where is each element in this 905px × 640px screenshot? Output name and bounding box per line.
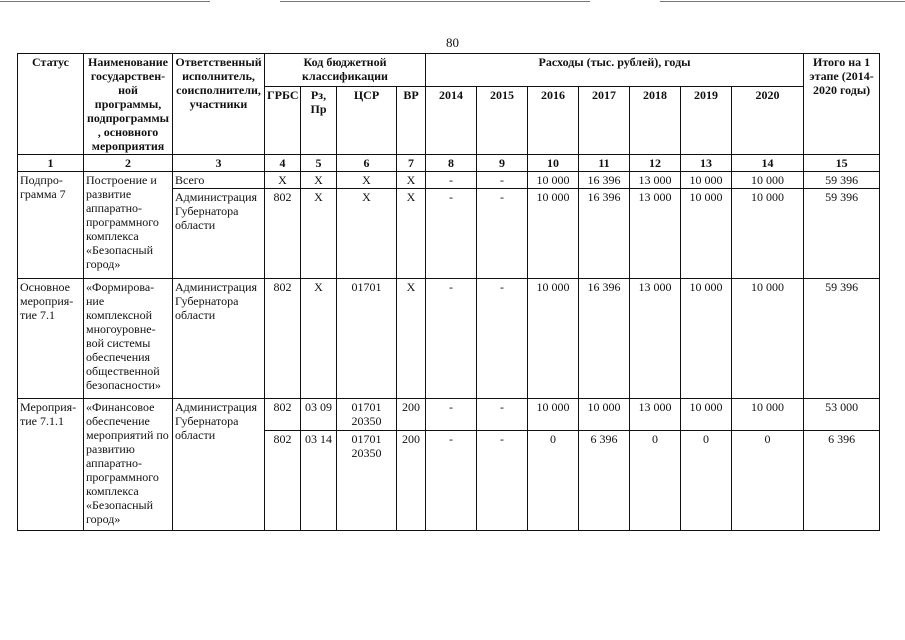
value-2016: 10 000 — [528, 279, 579, 399]
vr-cell: Х — [397, 189, 426, 279]
scan-top-edge — [0, 0, 905, 3]
header-year-2020: 2020 — [732, 87, 804, 155]
program-budget-table — [17, 53, 880, 531]
vr-cell: Х — [397, 279, 426, 399]
header-name: Наименование государствен-ной программы, подпрограммы, основного мероприятия — [84, 54, 173, 155]
header-budget-code: Код бюджетной классификации — [265, 54, 426, 87]
value-2015: - — [477, 189, 528, 279]
header-vr: ВР — [397, 87, 426, 155]
header-year-2016: 2016 — [528, 87, 579, 155]
total-cell: 59 396 — [804, 189, 880, 279]
total-cell: 53 000 — [804, 399, 880, 431]
value-2019: 10 000 — [681, 172, 732, 189]
value-2015: - — [477, 431, 528, 531]
value-2019: 10 000 — [681, 279, 732, 399]
value-2016: 0 — [528, 431, 579, 531]
responsible-cell: Администрация Губернатора области — [173, 399, 265, 531]
index-cell: 12 — [630, 155, 681, 172]
header-row-1 — [18, 54, 880, 87]
table-row — [18, 399, 880, 431]
grbs-cell: 802 — [265, 399, 301, 431]
value-2020: 10 000 — [732, 189, 804, 279]
index-cell: 10 — [528, 155, 579, 172]
page-number: 80 — [446, 35, 459, 50]
total-cell: 6 396 — [804, 431, 880, 531]
name-cell: «Формирова-ние комплексной многоуровне-вой системы обеспечения общественной безопасности» — [84, 279, 173, 399]
index-cell: 8 — [426, 155, 477, 172]
index-cell: 1 — [18, 155, 84, 172]
csr-cell: Х — [337, 172, 397, 189]
header-year-2014: 2014 — [426, 87, 477, 155]
header-rzpr: Рз, Пр — [301, 87, 337, 155]
index-cell: 3 — [173, 155, 265, 172]
value-2020: 10 000 — [732, 279, 804, 399]
index-cell: 9 — [477, 155, 528, 172]
header-year-2017: 2017 — [579, 87, 630, 155]
value-2019: 10 000 — [681, 189, 732, 279]
responsible-cell: Всего — [173, 172, 265, 189]
value-2018: 13 000 — [630, 189, 681, 279]
value-2018: 13 000 — [630, 399, 681, 431]
grbs-cell: Х — [265, 172, 301, 189]
value-2016: 10 000 — [528, 172, 579, 189]
value-2020: 0 — [732, 431, 804, 531]
value-2018: 13 000 — [630, 172, 681, 189]
index-cell: 7 — [397, 155, 426, 172]
header-responsible: Ответственный исполнитель, соисполнители, участники — [173, 54, 265, 155]
index-cell: 14 — [732, 155, 804, 172]
grbs-cell: 802 — [265, 189, 301, 279]
vr-cell: Х — [397, 172, 426, 189]
csr-cell: 01701 — [337, 279, 397, 399]
value-2019: 0 — [681, 431, 732, 531]
csr-cell: 01701 20350 — [337, 431, 397, 531]
value-2020: 10 000 — [732, 399, 804, 431]
header-grbs: ГРБС — [265, 87, 301, 155]
header-status: Статус — [18, 54, 84, 155]
rzpr-cell: Х — [301, 279, 337, 399]
value-2017: 6 396 — [579, 431, 630, 531]
status-cell: Мероприя-тие 7.1.1 — [18, 399, 84, 531]
grbs-cell: 802 — [265, 279, 301, 399]
rzpr-cell: 03 09 — [301, 399, 337, 431]
vr-cell: 200 — [397, 399, 426, 431]
value-2015: - — [477, 279, 528, 399]
index-cell: 11 — [579, 155, 630, 172]
value-2014: - — [426, 431, 477, 531]
value-2016: 10 000 — [528, 189, 579, 279]
value-2014: - — [426, 279, 477, 399]
value-2018: 0 — [630, 431, 681, 531]
rzpr-cell: 03 14 — [301, 431, 337, 531]
index-cell: 6 — [337, 155, 397, 172]
status-cell: Основное мероприя-тие 7.1 — [18, 279, 84, 399]
value-2017: 16 396 — [579, 189, 630, 279]
value-2017: 16 396 — [579, 172, 630, 189]
value-2015: - — [477, 172, 528, 189]
name-cell: «Финансовое обеспечение мероприятий по развитию аппаратно-программного комплекса «Безопасный город» — [84, 399, 173, 531]
total-cell: 59 396 — [804, 279, 880, 399]
header-year-2018: 2018 — [630, 87, 681, 155]
value-2020: 10 000 — [732, 172, 804, 189]
responsible-cell: Администрация Губернатора области — [173, 279, 265, 399]
header-year-2019: 2019 — [681, 87, 732, 155]
table-row — [18, 172, 880, 189]
header-expenses: Расходы (тыс. рублей), годы — [426, 54, 804, 87]
value-2016: 10 000 — [528, 399, 579, 431]
index-cell: 15 — [804, 155, 880, 172]
rzpr-cell: Х — [301, 189, 337, 279]
index-cell: 4 — [265, 155, 301, 172]
value-2015: - — [477, 399, 528, 431]
table-row — [18, 279, 880, 399]
header-csr: ЦСР — [337, 87, 397, 155]
name-cell: Построение и развитие аппаратно-программного комплекса «Безопасный город» — [84, 172, 173, 279]
index-cell: 2 — [84, 155, 173, 172]
value-2014: - — [426, 172, 477, 189]
index-cell: 5 — [301, 155, 337, 172]
value-2014: - — [426, 189, 477, 279]
rzpr-cell: Х — [301, 172, 337, 189]
header-total: Итого на 1 этапе (2014-2020 годы) — [804, 54, 880, 155]
csr-cell: Х — [337, 189, 397, 279]
index-cell: 13 — [681, 155, 732, 172]
total-cell: 59 396 — [804, 172, 880, 189]
value-2018: 13 000 — [630, 279, 681, 399]
header-year-2015: 2015 — [477, 87, 528, 155]
column-index-row — [18, 155, 880, 172]
grbs-cell: 802 — [265, 431, 301, 531]
status-cell: Подпро-грамма 7 — [18, 172, 84, 279]
value-2019: 10 000 — [681, 399, 732, 431]
value-2014: - — [426, 399, 477, 431]
vr-cell: 200 — [397, 431, 426, 531]
value-2017: 10 000 — [579, 399, 630, 431]
csr-cell: 01701 20350 — [337, 399, 397, 431]
responsible-cell: Администрация Губернатора области — [173, 189, 265, 279]
value-2017: 16 396 — [579, 279, 630, 399]
